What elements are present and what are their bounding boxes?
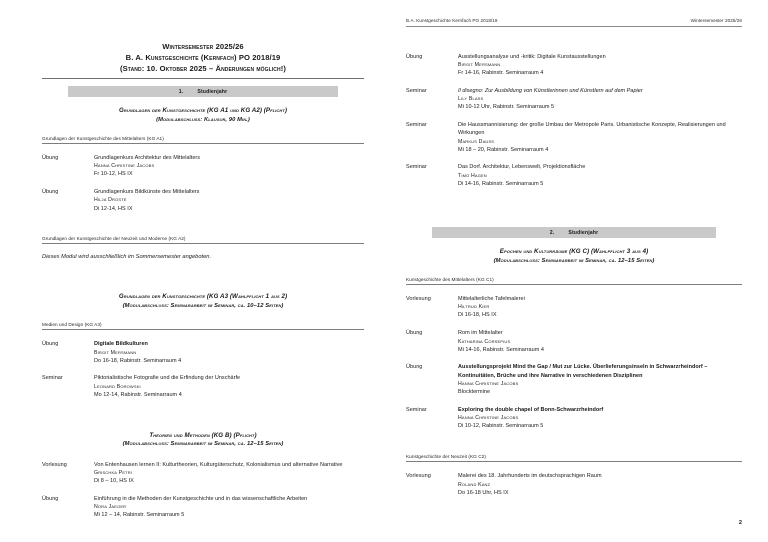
course-entry (42, 188, 364, 213)
course-title: Exploring the double chapel of Bonn-Schwarzrheindorf (458, 406, 604, 413)
course-schedule: Mi 14-16, Rabinstr. Seminarraum 4 (458, 346, 544, 353)
title-line-degree: B. A. Kunstgeschichte (Kernfach) PO 2018/19 (125, 52, 281, 62)
module-heading-c (406, 247, 742, 266)
course-title: Grundlagenkurs Bildkünste des Mittelalters (94, 188, 200, 195)
course-instructor: Nora Jaeger (94, 504, 127, 511)
course-type: Übung (406, 53, 423, 60)
course-title: Mittelalterliche Tafelmalerei (458, 295, 525, 302)
title-line-semester: Wintersemester 2025/26 (162, 42, 244, 51)
course-entry (406, 472, 742, 497)
course-instructor: Hilja Droste (94, 197, 127, 204)
course-entry (42, 154, 364, 179)
course-type: Seminar (406, 87, 427, 94)
year-band-1 (68, 86, 338, 96)
course-body (458, 472, 742, 497)
course-instructor: Roland Kanz (458, 481, 491, 488)
course-entry (406, 329, 742, 354)
running-header-right: Wintersemester 2025/26 (690, 18, 742, 23)
running-header-left: B.A. Kunstgeschichte Kernfach PO 2018/19 (406, 18, 498, 23)
course-instructor: Katharina Corsepius (458, 338, 511, 345)
module-heading-a3 (42, 292, 364, 311)
spacer (42, 270, 364, 292)
course-schedule: Mi 18 – 20, Rabinstr. Seminarraum 4 (458, 146, 549, 153)
course-title: Malerei des 18. Jahrhunderts im deutschsprachigen Raum (458, 472, 602, 479)
running-header (406, 18, 742, 27)
course-list-c2 (406, 472, 742, 497)
course-schedule: Do 16-18, Rabinstr. Seminarraum 4 (94, 357, 182, 364)
year-band-1-label: Studienjahr (197, 88, 228, 95)
course-entry (406, 121, 742, 155)
course-entry (42, 340, 364, 365)
spacer (406, 197, 742, 227)
module-heading-c-title: Epochen und Kulturräume (KG C) (Wahlpflicht 3 aus 4) (499, 247, 649, 255)
section-subheading-a2: Grundlagen der Kunstgeschichte der Neuzeit und Moderne (KG A2) (42, 236, 364, 244)
course-title: Il disegno: Zur Ausbildung von Künstlerinnen und Künstlern auf dem Papier (458, 87, 643, 94)
course-instructor: Lily Blass (458, 96, 484, 103)
module-a2-note: Dieses Modul wird ausschließlich im Sommersemester angeboten. (42, 254, 212, 261)
course-type: Übung (42, 188, 59, 195)
course-entry (406, 363, 742, 397)
year-band-1-number: 1. (178, 88, 184, 95)
spacer (42, 409, 364, 431)
course-entry (406, 53, 742, 78)
course-instructor: Birgit Mersmann (94, 349, 137, 356)
course-type: Übung (42, 154, 59, 161)
course-title: Ausstellungsanalyse und -kritik: Digitale Kunstausstellungen (458, 53, 606, 60)
course-schedule: Di 10-12, Rabinstr. Seminarraum 5 (458, 423, 544, 430)
course-title: Rom im Mittelalter (458, 330, 503, 336)
course-title: Digitale Bildkulturen (94, 341, 148, 348)
course-body (458, 163, 742, 188)
course-list-c1 (406, 295, 742, 431)
document-title-block (42, 42, 364, 79)
course-schedule: Blocktermine (458, 389, 491, 396)
section-subheading-a3: Medien und Design (KG A3) (42, 322, 364, 330)
section-subheading-a1: Grundlagen der Kunstgeschichte des Mittelalters (KG A1) (42, 136, 364, 144)
course-body (94, 461, 364, 486)
course-instructor: Markus Dauss (458, 138, 495, 145)
course-instructor: Hanna Christine Jacobs (94, 163, 155, 170)
course-type: Übung (42, 495, 59, 502)
course-body (94, 340, 364, 365)
module-heading-b-title: Theorien und Methoden (KG B) (Pflicht) (149, 431, 257, 439)
course-body (458, 121, 742, 155)
course-type: Seminar (406, 164, 427, 171)
course-schedule: Di 14-16, Rabinstr. Seminarraum 5 (458, 180, 544, 187)
course-body (94, 188, 364, 213)
course-type: Vorlesung (406, 472, 431, 479)
module-heading-b (42, 431, 364, 450)
page-right (384, 0, 768, 542)
spacer (406, 440, 742, 454)
year-band-2-label: Studienjahr (568, 229, 599, 236)
course-instructor: Leonard Borowski (94, 383, 141, 390)
course-entry (42, 374, 364, 399)
course-body (458, 87, 742, 112)
course-schedule: Mi 10-12 Uhr, Rabinstr. Seminarraum 5 (458, 104, 555, 111)
course-entry (406, 406, 742, 431)
course-list-a1 (42, 154, 364, 213)
course-body (458, 363, 742, 397)
course-entry (406, 87, 742, 112)
course-instructor: Timo Hagen (458, 172, 487, 179)
module-heading-a-title: Grundlagen der Kunstgeschichte (KG A1 und KG A2) (Pflicht) (119, 106, 287, 114)
course-list-top (406, 53, 742, 189)
course-type: Übung (42, 341, 59, 348)
course-body (458, 406, 742, 431)
course-body (458, 329, 742, 354)
course-type: Übung (406, 364, 423, 371)
module-heading-a3-subtitle: (Modulabschluss: Seminararbeit im Seminar, ca. 10–12 Seiten) (122, 303, 284, 310)
course-body (458, 295, 742, 320)
course-type: Vorlesung (42, 461, 67, 468)
course-instructor: Grischka Petri (94, 470, 133, 477)
course-title: Die Haussmannisierung: der große Umbau der Metropole Paris. Urbanistische Konzepte, Realisierungen und Wirkungen (458, 121, 726, 137)
course-title: Von Entenhausen lernen II: Kulturtheorien, Kulturgüterschutz, Kolonialismus und alternative Narrative (94, 461, 343, 468)
course-instructor: Hiltrud Kier (458, 304, 490, 311)
course-title: Ausstellungsprojekt Mind the Gap / Mut zur Lücke. Überlieferungsinseln in Schwarzrheindorf – Kontinuitäten, Brüche und ihre Narrative in verschiedenen Disziplinen (458, 364, 708, 379)
title-line-status: (Stand: 10. Oktober 2025 – Änderungen möglich!) (120, 63, 286, 73)
course-title: Einführung in die Methoden der Kunstgeschichte und in das wissenschaftliche Arbeiten (94, 495, 308, 502)
course-schedule: Di 8 – 10, HS IX (94, 478, 134, 485)
course-entry (42, 461, 364, 486)
course-body (458, 53, 742, 78)
course-instructor: Birgit Mersmann (458, 62, 501, 69)
course-schedule: Mo 12-14, Rabinstr. Seminarraum 4 (94, 392, 182, 399)
course-entry (42, 495, 364, 520)
year-band-2 (432, 227, 716, 237)
course-body (94, 154, 364, 179)
course-schedule: Fr 10-12, HS IX (94, 171, 133, 178)
course-schedule: Di 16-18, HS IX (458, 312, 497, 319)
module-heading-c-subtitle: (Modulabschluss: Seminararbeit im Seminar, ca. 12–15 Seiten) (493, 257, 655, 264)
course-type: Seminar (42, 375, 63, 382)
course-title: Grundlagenkurs Architektur des Mittelalters (94, 154, 201, 161)
course-body (94, 495, 364, 520)
course-list-a3 (42, 340, 364, 399)
spacer (42, 222, 364, 236)
course-body (94, 374, 364, 399)
module-heading-a3-title: Grundlagen der Kunstgeschichte (KG A3 (Wahlpflicht 1 aus 2) (118, 293, 288, 301)
page-number: 2 (738, 520, 742, 526)
year-band-2-number: 2. (549, 229, 555, 236)
course-schedule: Mi 12 – 14, Rabinstr. Seminarraum 5 (94, 512, 185, 519)
course-instructor: Hanna Christine Jacobs (458, 415, 519, 422)
course-title: Das Dorf. Architektur, Lebenswelt, Projektionsfläche (458, 164, 586, 171)
course-type: Übung (406, 330, 423, 336)
course-instructor: Hanna Christine Jacobs (458, 381, 519, 388)
course-type: Seminar (406, 121, 427, 128)
course-schedule: Di 12-14, HS IX (94, 205, 133, 212)
course-schedule: Fr 14-16, Rabinstr. Seminarraum 4 (458, 70, 544, 77)
course-schedule: Do 16-18 Uhr, HS IX (458, 489, 509, 496)
course-type: Vorlesung (406, 295, 431, 302)
module-heading-b-subtitle: (Modulabschluss: Seminararbeit im Seminar, ca. 12–15 Seiten) (122, 441, 284, 448)
course-entry (406, 163, 742, 188)
course-entry (406, 295, 742, 320)
module-heading-a (42, 106, 364, 125)
course-type: Seminar (406, 406, 427, 413)
section-subheading-c1: Kunstgeschichte des Mittelalters (KG C1) (406, 277, 742, 285)
course-title: Piktorialistische Fotografie und die Erfindung der Unschärfe (94, 375, 241, 382)
section-subheading-c2: Kunstgeschichte der Neuzeit (KG C2) (406, 454, 742, 462)
module-heading-a-subtitle: (Modulabschluss: Klausur, 90 Min.) (156, 116, 250, 123)
course-list-b (42, 461, 364, 520)
